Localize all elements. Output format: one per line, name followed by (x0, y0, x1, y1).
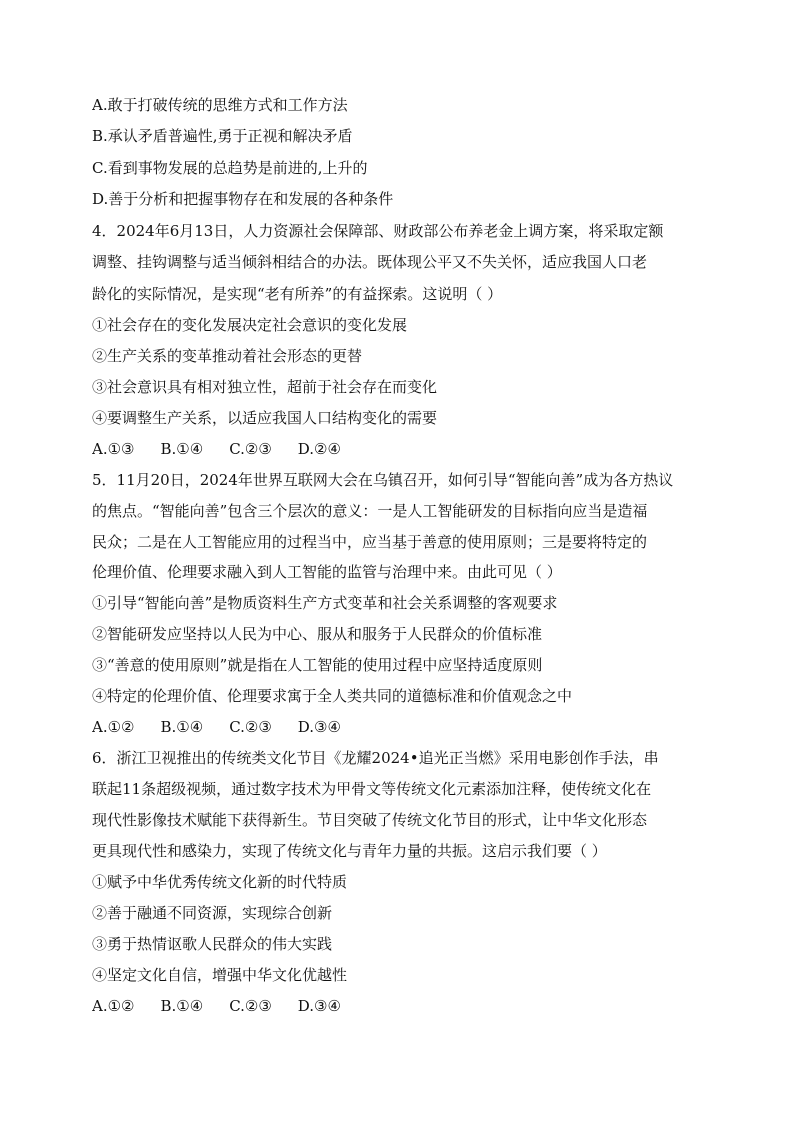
q6-stem-line: 联起11条超级视频，通过数字技术为甲骨文等传统文化元素添加注释，使传统文化在 (92, 780, 652, 798)
q6-statement-4: ④坚定文化自信，增强中华文化优越性 (92, 966, 348, 984)
q6-answer-b: B.①④ (160, 997, 204, 1015)
q4-statement-4: ④要调整生产关系，以适应我国人口结构变化的需要 (92, 409, 438, 427)
q4-answer-d: D.②④ (297, 440, 341, 458)
q6-stem-line: 更具现代性和感染力，实现了传统文化与青年力量的共振。这启示我们要（ ） (92, 842, 607, 860)
q4-answer-a: A.①③ (92, 440, 135, 458)
q5-answer-b: B.①④ (160, 718, 204, 736)
q3-option-c: C.看到事物发展的总趋势是前进的,上升的 (92, 159, 368, 177)
q5-answer-c: C.②③ (229, 718, 272, 736)
q4-answer-choices (92, 439, 712, 459)
q5-stem-line: 的焦点。“智能向善”包含三个层次的意义：一是人工智能研发的目标指向应当是造福 (92, 502, 648, 520)
q5-statement-4: ④特定的伦理价值、伦理要求寓于全人类共同的道德标准和价值观念之中 (92, 687, 573, 705)
q5-statement-3: ③“善意的使用原则”就是指在人工智能的使用过程中应坚持适度原则 (92, 656, 543, 674)
q5-answer-choices (92, 717, 712, 737)
q3-option-d: D.善于分析和把握事物存在和发展的各种条件 (92, 190, 394, 208)
q4-statement-2: ②生产关系的变革推动着社会形态的更替 (92, 347, 363, 365)
q5-stem-line: 民众；二是在人工智能应用的过程当中，应当基于善意的使用原则；三是要将特定的 (92, 533, 648, 551)
q4-stem-line: 龄化的实际情况，是实现“老有所养”的有益探索。这说明（ ） (92, 285, 503, 303)
q6-statement-3: ③勇于热情讴歌人民群众的伟大实践 (92, 935, 333, 953)
q6-answer-c: C.②③ (229, 997, 272, 1015)
q5-statement-2: ②智能研发应坚持以人民为中心、服从和服务于人民群众的价值标准 (92, 625, 543, 643)
q6-answer-a: A.①② (92, 997, 135, 1015)
q5-stem-line: 5．11月20日，2024年世界互联网大会在乌镇召开，如何引导“智能向善”成为各方热议 (92, 471, 674, 489)
q5-answer-d: D.③④ (297, 718, 341, 736)
q6-stem-line: 现代性影像技术赋能下获得新生。节目突破了传统文化节目的形式，让中华文化形态 (92, 811, 648, 829)
q6-statement-2: ②善于融通不同资源，实现综合创新 (92, 904, 333, 922)
q3-option-b: B.承认矛盾普遍性,勇于正视和解决矛盾 (92, 127, 353, 145)
q4-stem-line: 4．2024年6月13日，人力资源社会保障部、财政部公布养老金上调方案，将采取定额 (92, 222, 664, 240)
q6-answer-d: D.③④ (297, 997, 341, 1015)
q4-answer-c: C.②③ (229, 440, 272, 458)
q5-statement-1: ①引导“智能向善”是物质资料生产方式变革和社会关系调整的客观要求 (92, 594, 558, 612)
q3-option-a: A.敢于打破传统的思维方式和工作方法 (92, 96, 348, 114)
q4-stem-line: 调整、挂钩调整与适当倾斜相结合的办法。既体现公平又不失关怀，适应我国人口老 (92, 253, 648, 271)
q4-statement-3: ③社会意识具有相对独立性，超前于社会存在而变化 (92, 378, 438, 396)
q5-stem-line: 伦理价值、伦理要求融入到人工智能的监管与治理中来。由此可见（ ） (92, 563, 562, 581)
q6-stem-line: 6．浙江卫视推出的传统类文化节目《龙耀2024•追光正当燃》采用电影创作手法，串 (92, 749, 659, 767)
q6-statement-1: ①赋予中华优秀传统文化新的时代特质 (92, 873, 348, 891)
q4-statement-1: ①社会存在的变化发展决定社会意识的变化发展 (92, 316, 408, 334)
q5-answer-a: A.①② (92, 718, 135, 736)
q4-answer-b: B.①④ (160, 440, 204, 458)
q6-answer-choices (92, 996, 712, 1016)
